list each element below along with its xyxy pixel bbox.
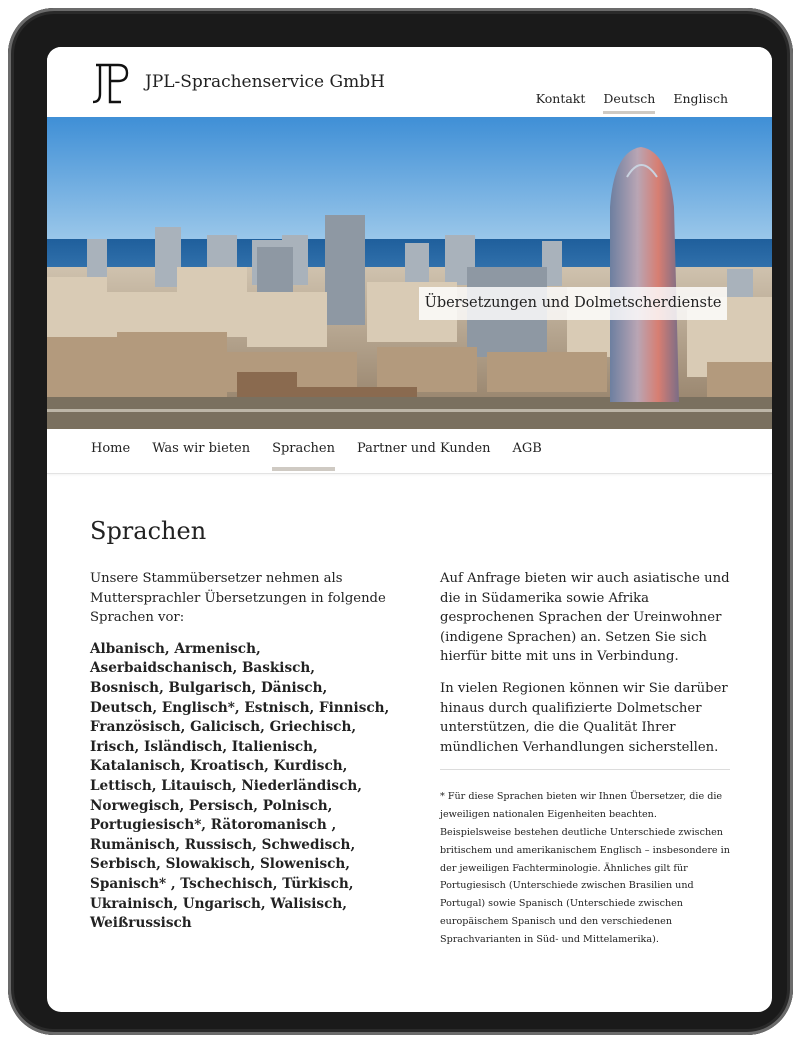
divider [440,769,730,770]
main-nav-agb[interactable]: AGB [512,441,542,456]
main-nav-was-wir-bieten[interactable]: Was wir bieten [152,441,251,456]
top-nav [536,91,728,112]
asian-indigene-languages-text: Auf Anfrage bieten wir auch asiatische und die in Südamerika sowie Afrika gesprochenen Sprachen der Ureinwohner (indigene Sprachen) an. Setzen Sie sich hierfür bitte mit uns in Verbindung. [440,571,730,665]
hero-banner [47,117,772,429]
main-nav-home[interactable]: Home [91,441,131,456]
interpreter-text: In vielen Regionen können wir Sie darüber hinaus durch qualifizierte Dolmetscher unterstützen, die die Qualität Ihrer mündlichen Verhandlungen sicherstellen. [440,680,728,755]
top-nav-kontakt[interactable]: Kontakt [535,91,586,106]
company-name[interactable]: JPL-Sprachenservice GmbH [145,72,385,92]
jpl-logo-icon[interactable] [91,62,131,106]
tablet-frame [8,8,793,1035]
site-header [47,47,772,117]
city-skyline-image [47,117,772,429]
top-nav-englisch[interactable]: Englisch [673,91,728,106]
intro-text: Unsere Stammübersetzer nehmen als Muttersprachler Übersetzungen in folgende Sprachen vor: [90,571,386,626]
main-nav-sprachen[interactable]: Sprachen [272,429,335,469]
main-nav [47,429,772,474]
left-column [90,569,390,934]
hero-caption: Übersetzungen und Dolmetscherdienste [419,287,727,320]
top-nav-deutsch[interactable]: Deutsch [603,91,655,112]
page-title: Sprachen [90,517,207,545]
tablet-screen [47,47,772,1012]
language-list: Albanisch, Armenisch, Aserbaidschanisch, Baskisch, Bosnisch, Bulgarisch, Dänisch, Deutsch, Englisch*, Estnisch, Finnisch, Französisch, Galicisch, Griechisch, Irisch, Isländisch, Italienisch, Katalanisch, Kroatisch, Kurdisch, Lettisch, Litauisch, Niederländisch, Norwegisch, Persisch, Polnisch, Portugiesisch*, Rätoromanisch , Rumänisch, Russisch, Schwedisch, Serbisch, Slowakisch, Slowenisch, Spanisch* , Tschechisch, Türkisch, Ukrainisch, Ungarisch, Walisisch, Weißrussisch [90,640,390,932]
main-nav-partner-und-kunden[interactable]: Partner und Kunden [357,441,491,456]
footnote: * Für diese Sprachen bieten wir Ihnen Übersetzer, die die jeweiligen nationalen Eigenheiten beachten. Beispielsweise bestehen deutliche Unterschiede zwischen britischem und amerikanischem Englisch – insbesondere in der jeweiligen Fachterminologie. Ähnliches gilt für Portugiesisch (Unterschiede zwischen Brasilien und Portugal) sowie Spanisch (Unterschiede zwischen europäischem Spanisch und den verschiedenen Sprachvarianten in Süd- und Mittelamerika). [440,791,730,945]
right-column [440,569,730,949]
